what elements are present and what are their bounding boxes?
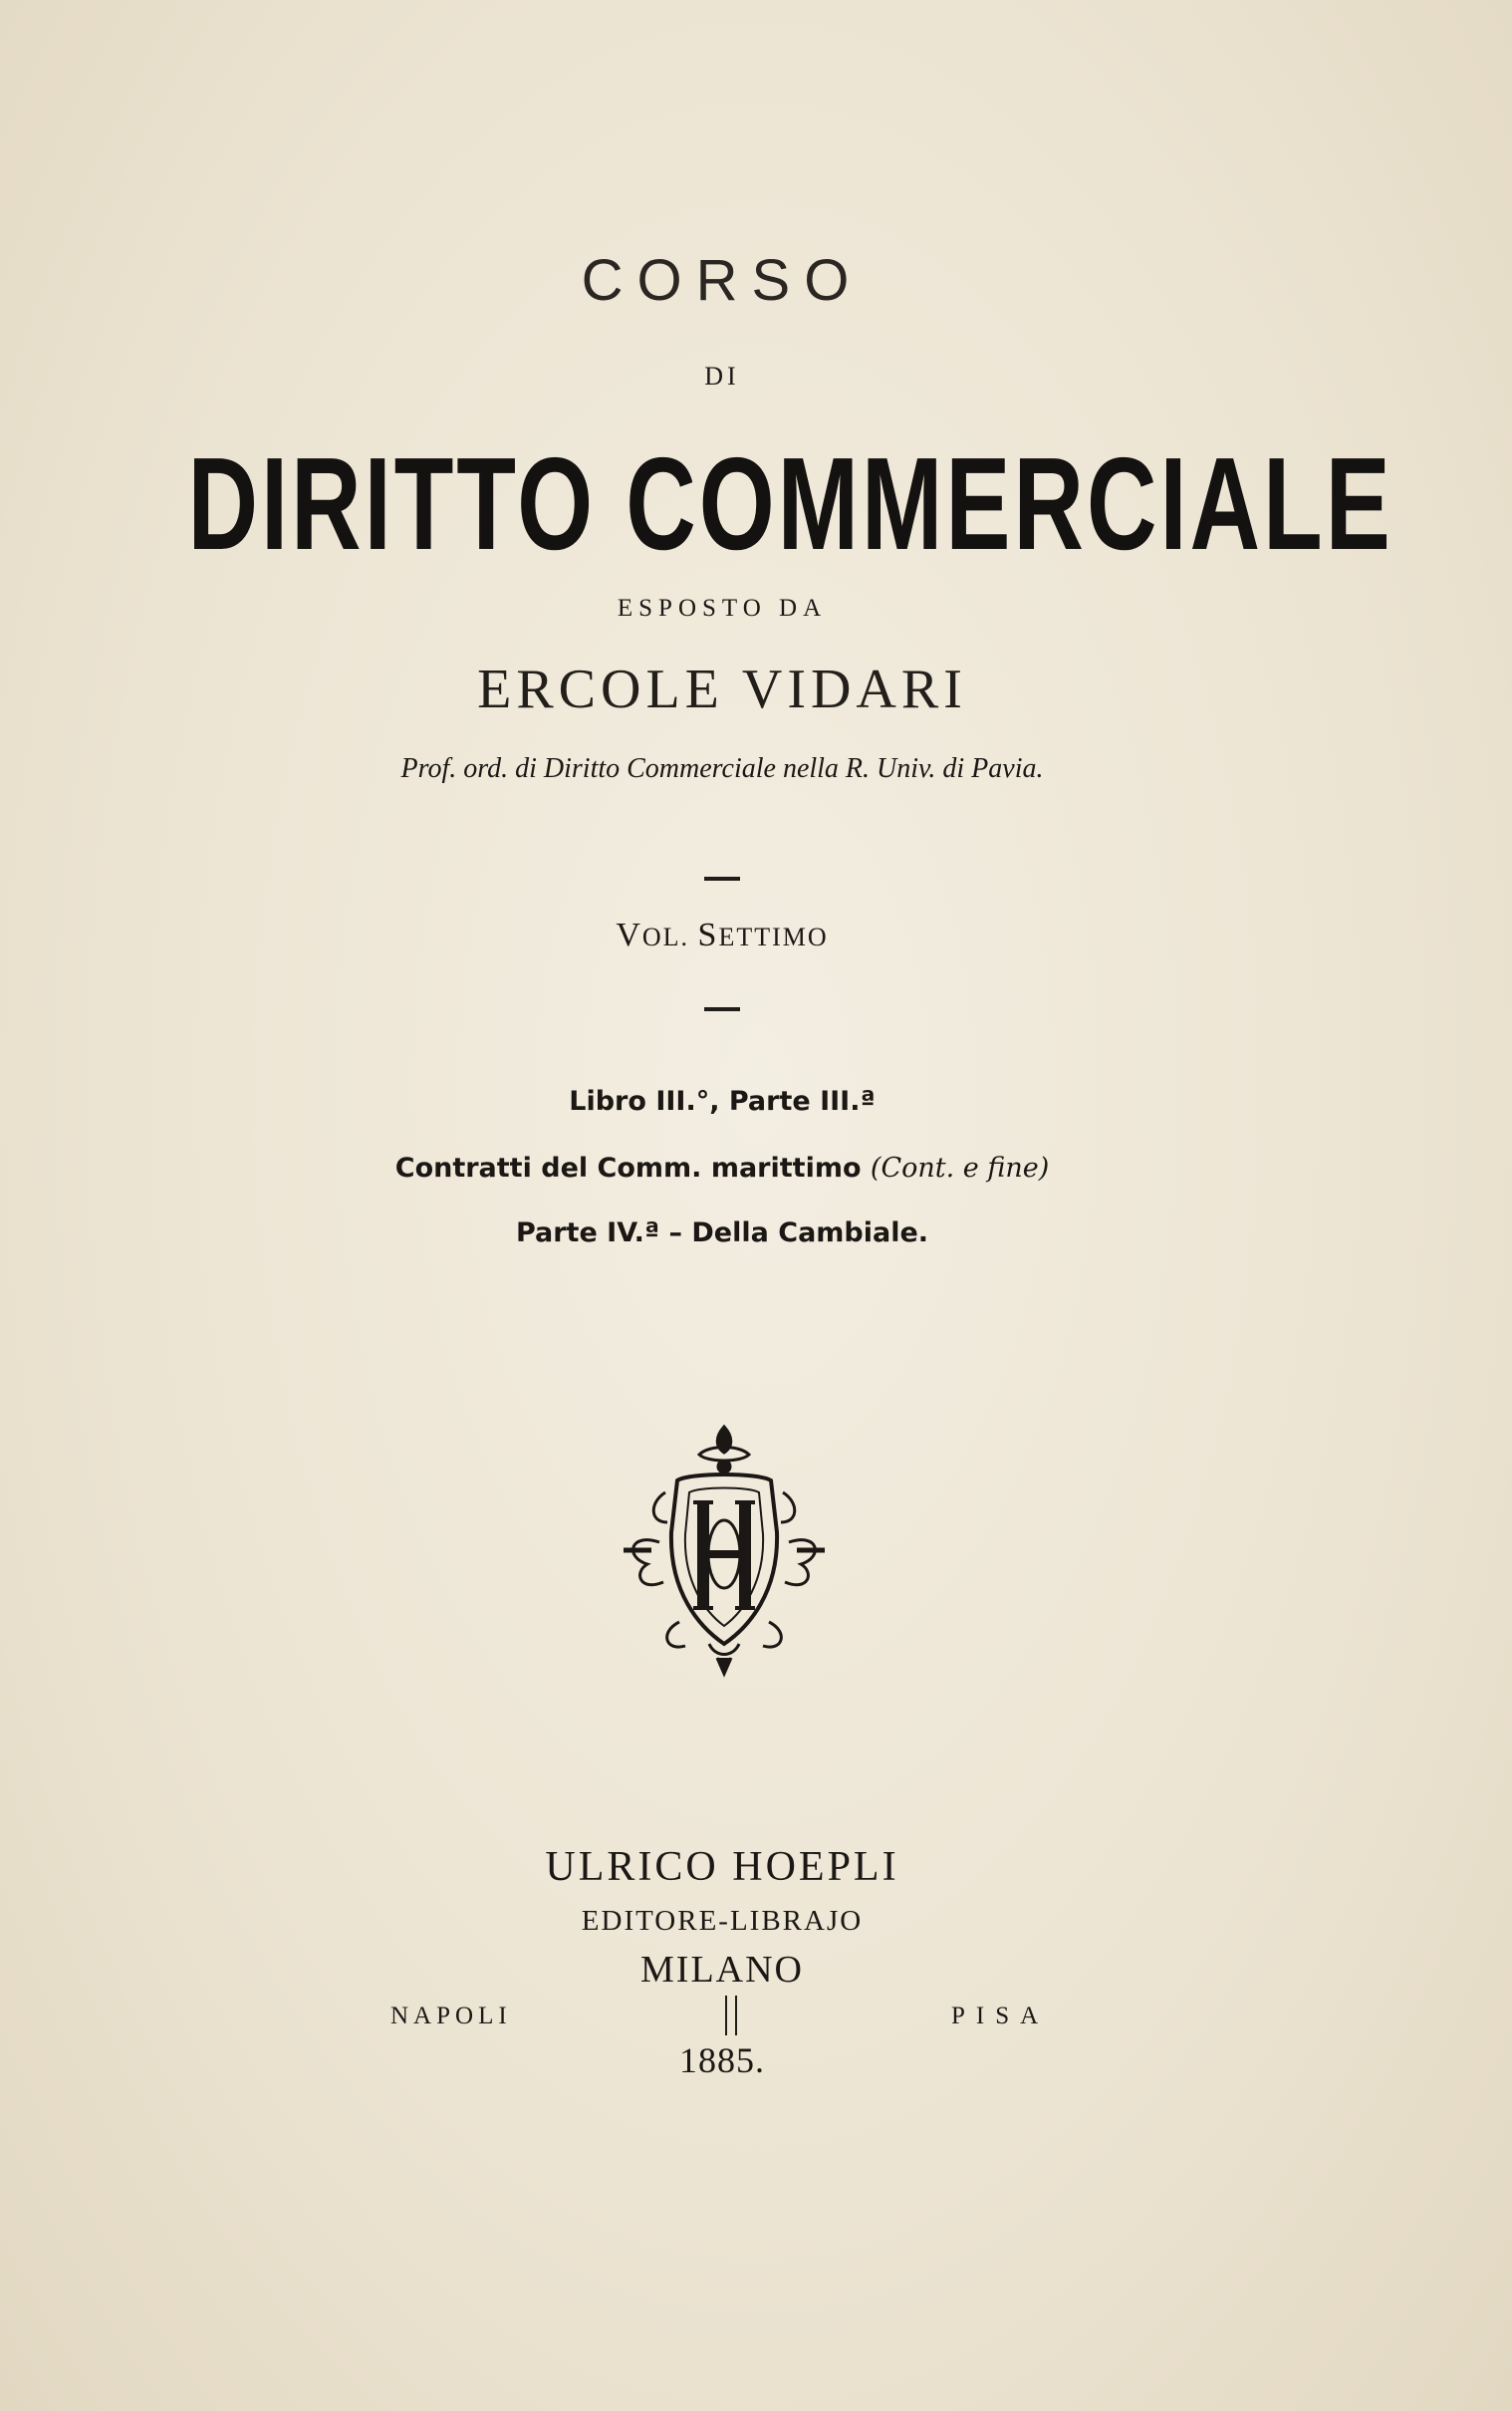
city-separator [725, 1996, 737, 2035]
divider-dash-bottom [704, 1007, 740, 1011]
publisher-name: ULRICO HOEPLI [545, 1844, 899, 1890]
author-affiliation: Prof. ord. di Diritto Commerciale nella R. Univ. di Pavia. [400, 753, 1044, 784]
volume-label [0, 917, 1444, 954]
divider-dash-top [704, 877, 740, 881]
volume-initial: V [616, 917, 642, 953]
main-title: DIRITTO COMMERCIALE [187, 430, 1393, 577]
parte-iv-line: Parte IV.ª – Della Cambiale. [515, 1217, 929, 1248]
author-name: ERCOLE VIDARI [477, 659, 967, 720]
volume-rest: OL. [641, 923, 698, 951]
contratti-main: Contratti del Comm. marittimo [394, 1153, 871, 1184]
contratti-italic: (Cont. e fine) [870, 1153, 1050, 1184]
ornate-monogram-icon [620, 1423, 829, 1680]
contratti-line [0, 1153, 1444, 1184]
publisher-role: EDITORE-LIBRAJO [581, 1905, 864, 1937]
city-left: NAPOLI [390, 2003, 512, 2029]
volume-word-initial: S [697, 917, 719, 953]
title-line-di: DI [704, 362, 740, 391]
libro-parte: Libro III.°, Parte III.ª [569, 1086, 876, 1117]
title-line-corso: CORSO [581, 248, 864, 313]
city-right: PISA [951, 2003, 1050, 2029]
publication-year: 1885. [679, 2040, 765, 2080]
publisher-city: MILANO [640, 1949, 804, 1991]
esposto-da: ESPOSTO DA [617, 595, 828, 622]
volume-word-rest: ETTIMO [718, 923, 829, 951]
